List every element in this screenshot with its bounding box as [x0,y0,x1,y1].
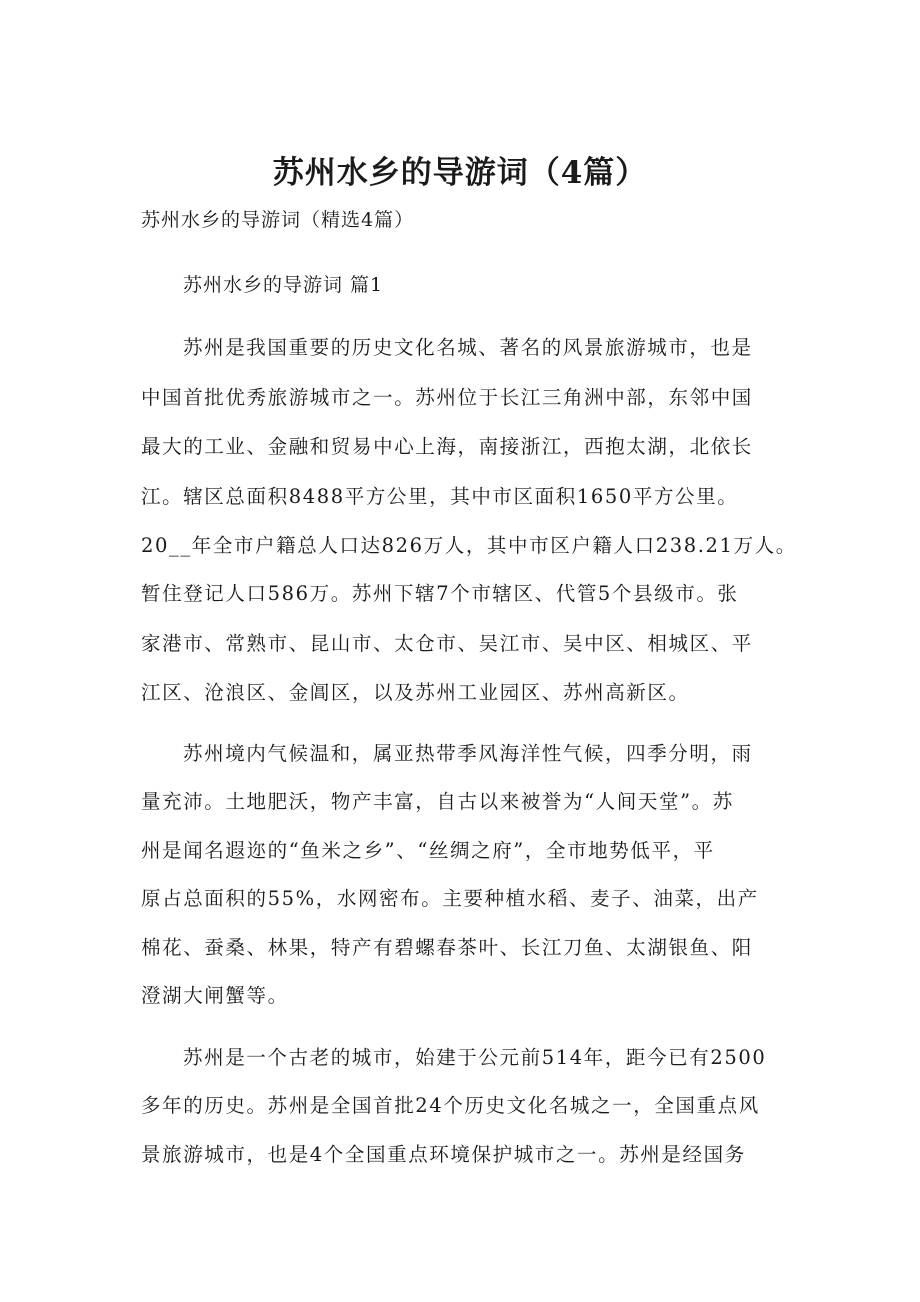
paragraph-line: 20__年全市户籍总人口达826万人，其中市区户籍人口238.21万人。 [141,534,797,557]
paragraph-line: 量充沛。土地肥沃，物产丰富，自古以来被誉为“人间天堂”。苏 [141,790,734,813]
paragraph-line: 江区、沧浪区、金阊区，以及苏州工业园区、苏州高新区。 [141,681,690,704]
document-title: 苏州水乡的导游词（4篇） [272,155,648,191]
paragraph-line: 暂住登记人口586万。苏州下辖7个市辖区、代管5个县级市。张 [141,582,739,605]
paragraph-line: 棉花、蚕桑、林果，特产有碧螺春茶叶、长江刀鱼、太湖银鱼、阳 [141,936,753,959]
paragraph-line: 最大的工业、金融和贸易中心上海，南接浙江，西抱太湖，北依长 [141,435,753,458]
paragraph-line: 多年的历史。苏州是全国首批24个历史文化名城之一，全国重点风 [141,1094,760,1117]
paragraph-line: 景旅游城市，也是4个全国重点环境保护城市之一。苏州是经国务 [141,1143,746,1166]
paragraph-line: 澄湖大闸蟹等。 [141,984,289,1007]
document-subtitle: 苏州水乡的导游词（精选4篇） [141,209,415,231]
paragraph-line: 苏州是我国重要的历史文化名城、著名的风景旅游城市，也是 [183,336,753,359]
paragraph-line: 江。辖区总面积8488平方公里，其中市区面积1650平方公里。 [141,485,739,508]
paragraph-line: 中国首批优秀旅游城市之一。苏州位于长江三角洲中部，东邻中国 [141,386,753,409]
paragraph-line: 州是闻名遐迩的“鱼米之乡”、“丝绸之府”，全市地势低平，平 [141,839,715,862]
section-heading: 苏州水乡的导游词 篇1 [183,274,384,296]
paragraph-line: 苏州是一个古老的城市，始建于公元前514年，距今已有2500 [183,1046,767,1069]
paragraph-line: 原占总面积的55%，水网密布。主要种植水稻、麦子、油菜，出产 [141,887,759,910]
paragraph-line: 家港市、常熟市、昆山市、太仓市、吴江市、吴中区、相城区、平 [141,632,753,655]
paragraph-line: 苏州境内气候温和，属亚热带季风海洋性气候，四季分明，雨 [183,742,753,765]
